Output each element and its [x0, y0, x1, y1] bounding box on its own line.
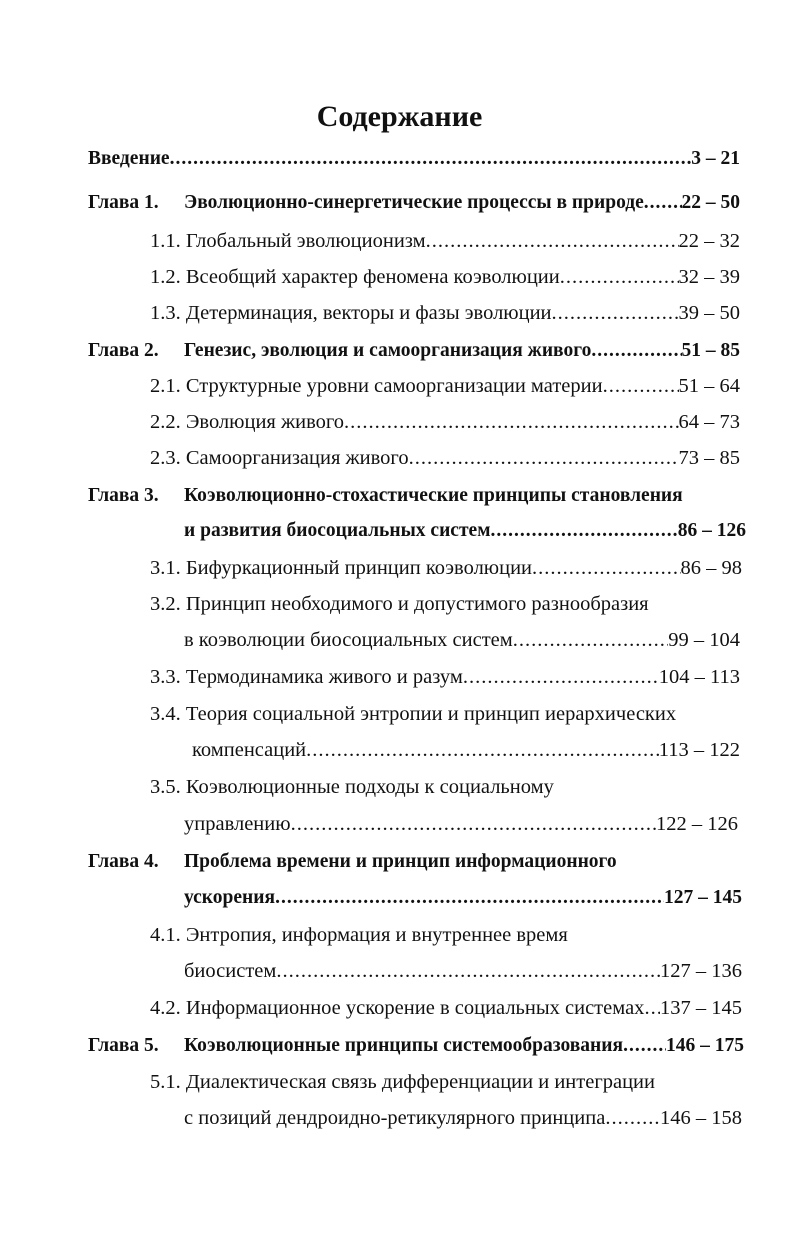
toc-entry-pages: 113 – 122 — [658, 739, 740, 761]
toc-entry-label: в коэволюции биосоциальных систем — [184, 629, 513, 651]
toc-entry-label: и развития биосоциальных систем — [184, 520, 491, 541]
toc-entry-pages: 99 – 104 — [668, 629, 740, 651]
leader-dots — [603, 372, 679, 400]
toc-entry-label: 3.1. Бифуркационный принцип коэволюции — [150, 557, 533, 579]
toc-section-1-1[interactable] — [150, 227, 740, 255]
chapter-number: Глава 2. — [88, 340, 159, 361]
toc-entry-pages: 122 – 126 — [656, 813, 738, 835]
toc-entry-pages: 104 – 113 — [658, 666, 740, 688]
chapter-number: Глава 5. — [88, 1035, 159, 1056]
toc-chapter-4[interactable] — [88, 848, 740, 876]
toc-entry-label: Коэволюционно-стохастические принципы становления — [184, 485, 683, 506]
toc-entry-label: 1.1. Глобальный эволюционизм — [150, 230, 426, 252]
toc-section-3-1[interactable] — [150, 554, 742, 582]
toc-entry-pages: 86 – 126 — [677, 520, 746, 541]
toc-section-1-2[interactable] — [150, 263, 740, 291]
toc-section-3-3[interactable] — [150, 663, 740, 691]
toc-entry-label: Коэволюционные принципы системообразования — [184, 1035, 624, 1056]
toc-section-5-1[interactable] — [150, 1068, 750, 1096]
toc-entry-pages: 22 – 32 — [678, 230, 740, 252]
page-title: Содержание — [316, 100, 483, 133]
toc-section-3-5-cont[interactable] — [184, 810, 738, 838]
toc-entry-label: биосистем — [184, 960, 277, 982]
toc-entry-label: 4.2. Информационное ускорение в социальных системах — [150, 997, 645, 1019]
toc-entry-label: с позиций дендроидно-ретикулярного принципа — [184, 1107, 606, 1129]
toc-section-3-4[interactable] — [150, 700, 750, 728]
chapter-number: Глава 4. — [88, 851, 159, 872]
toc-entry-pages: 51 – 64 — [678, 375, 740, 397]
leader-dots — [513, 626, 668, 654]
leader-dots — [623, 1032, 666, 1060]
toc-chapter-1[interactable] — [88, 189, 740, 217]
toc-entry-label: Введение — [88, 148, 170, 169]
toc-section-2-1[interactable] — [150, 372, 740, 400]
toc-entry-label: управлению — [184, 813, 291, 835]
toc-entry-pages: 22 – 50 — [681, 192, 740, 213]
leader-dots — [291, 810, 656, 838]
leader-dots — [605, 1104, 660, 1132]
toc-entry-pages: 32 – 39 — [678, 266, 740, 288]
toc-section-3-2[interactable] — [150, 590, 750, 618]
toc-entry-label: Эволюционно-синергетические процессы в природе — [184, 192, 644, 213]
toc-entry-pages: 127 – 136 — [660, 960, 742, 982]
leader-dots — [490, 517, 677, 545]
toc-chapter-4-cont[interactable] — [184, 884, 742, 912]
toc-section-4-1-cont[interactable] — [184, 957, 742, 985]
toc-section-4-1[interactable] — [150, 921, 750, 949]
toc-section-4-2[interactable] — [150, 994, 742, 1022]
leader-dots — [276, 957, 660, 985]
leader-dots — [170, 145, 692, 173]
toc-section-1-3[interactable] — [150, 299, 740, 327]
toc-entry-label: 2.2. Эволюция живого — [150, 411, 345, 433]
toc-entry-pages: 64 – 73 — [678, 411, 740, 433]
toc-entry-pages: 51 – 85 — [681, 340, 740, 361]
toc-entry-label: 2.1. Структурные уровни самоорганизации материи — [150, 375, 603, 397]
toc-section-2-3[interactable] — [150, 444, 740, 472]
toc-chapter-3-cont[interactable] — [184, 517, 746, 545]
toc-entry-pages: 3 – 21 — [691, 148, 740, 169]
toc-entry-pages: 146 – 175 — [666, 1035, 744, 1056]
toc-entry-pages: 39 – 50 — [678, 302, 740, 324]
toc-entry-pages: 146 – 158 — [660, 1107, 742, 1129]
toc-entry-label: 3.5. Коэволюционные подходы к социальному — [150, 776, 554, 798]
toc-chapter-3[interactable] — [88, 482, 740, 510]
leader-dots — [275, 884, 664, 912]
toc-entry-label: 5.1. Диалектическая связь дифференциации и интеграции — [150, 1071, 655, 1093]
toc-section-3-4-cont[interactable] — [192, 736, 740, 764]
toc-section-2-2[interactable] — [150, 408, 740, 436]
chapter-number: Глава 3. — [88, 485, 159, 506]
toc-entry-label: Генезис, эволюция и самоорганизация живого — [184, 340, 592, 361]
toc-entry-label: 3.4. Теория социальной энтропии и принцип иерархических — [150, 703, 677, 725]
toc-section-3-5[interactable] — [150, 773, 750, 801]
toc-entry-label: 1.2. Всеобщий характер феномена коэволюции — [150, 266, 560, 288]
toc-section-3-2-cont[interactable] — [184, 626, 740, 654]
leader-dots — [552, 299, 679, 327]
toc-entry-pages: 127 – 145 — [664, 887, 742, 908]
toc-entry-pages: 86 – 98 — [680, 557, 742, 579]
toc-chapter-2[interactable] — [88, 337, 740, 365]
leader-dots — [306, 736, 659, 764]
toc-section-5-1-cont[interactable] — [184, 1104, 742, 1132]
toc-entry-label: 2.3. Самоорганизация живого — [150, 447, 409, 469]
leader-dots — [463, 663, 659, 691]
chapter-number: Глава 1. — [88, 192, 159, 213]
leader-dots — [409, 444, 679, 472]
toc-entry-pages: 73 – 85 — [678, 447, 740, 469]
leader-dots — [426, 227, 679, 255]
leader-dots — [644, 994, 660, 1022]
toc-entry-pages: 137 – 145 — [660, 997, 742, 1019]
leader-dots — [644, 189, 682, 217]
leader-dots — [344, 408, 678, 436]
toc-entry-label: 4.1. Энтропия, информация и внутреннее время — [150, 924, 568, 946]
toc-entry-label: Проблема времени и принцип информационного — [184, 851, 617, 872]
toc-entry-intro[interactable] — [88, 145, 740, 173]
toc-entry-label: компенсаций — [192, 739, 307, 761]
toc-entry-label: 3.2. Принцип необходимого и допустимого разнообразия — [150, 593, 649, 615]
toc-chapter-5[interactable] — [88, 1032, 744, 1060]
toc-entry-label: 3.3. Термодинамика живого и разум — [150, 666, 463, 688]
leader-dots — [591, 337, 681, 365]
toc-entry-label: ускорения — [184, 887, 276, 908]
leader-dots — [532, 554, 680, 582]
leader-dots — [560, 263, 679, 291]
toc-entry-label: 1.3. Детерминация, векторы и фазы эволюции — [150, 302, 552, 324]
